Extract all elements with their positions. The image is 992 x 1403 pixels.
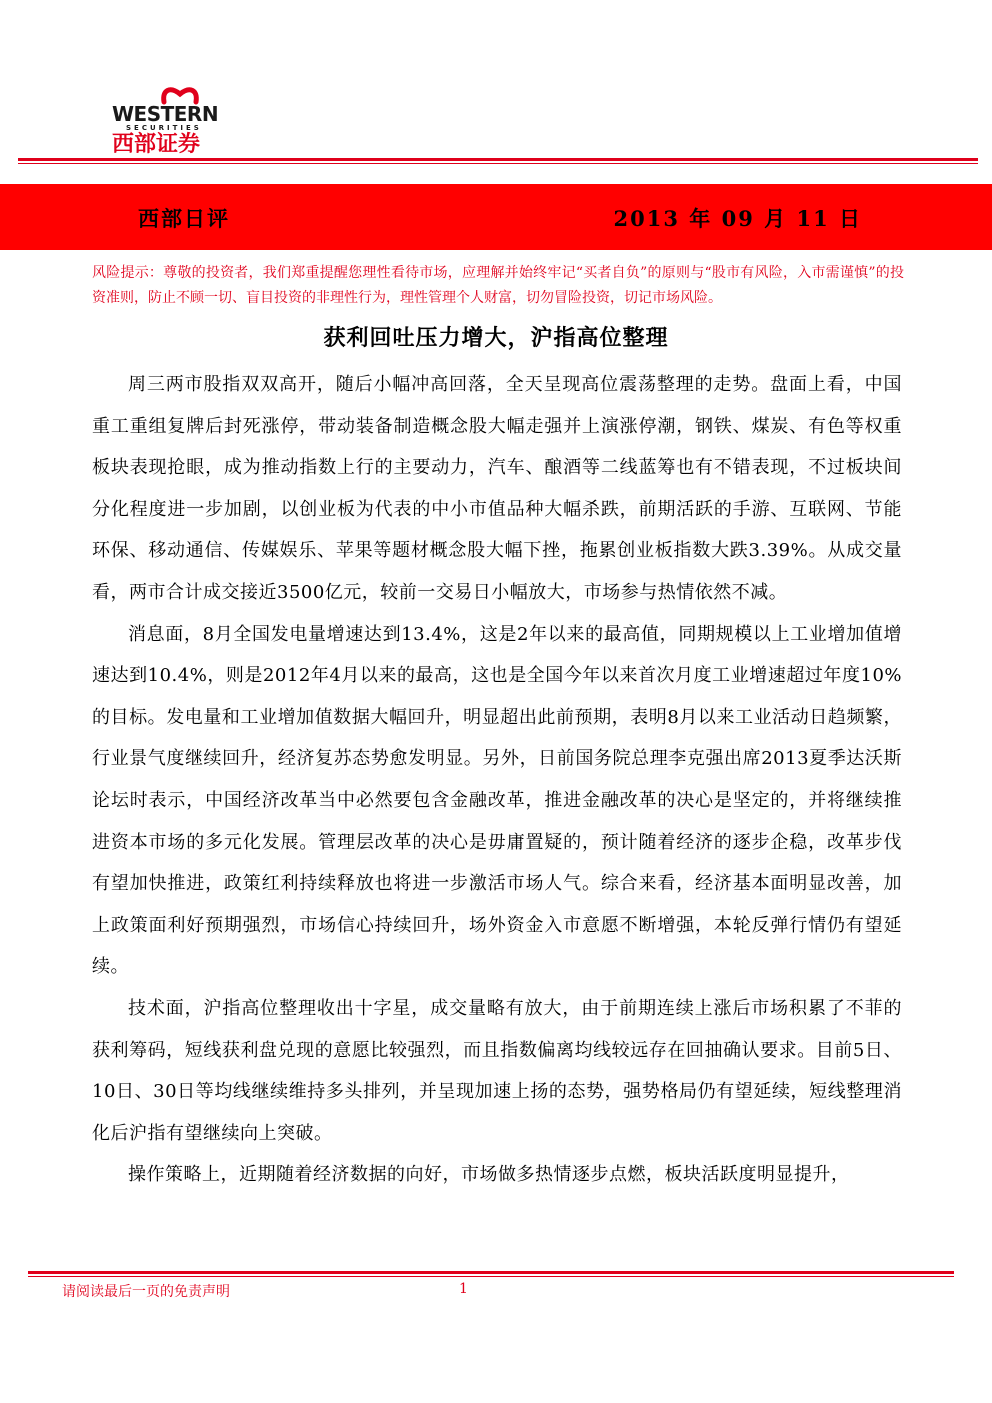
paragraph-market: 周三两市股指双双高开，随后小幅冲高回落，全天呈现高位震荡整理的走势。盘面上看，中国重工重组复牌后封死涨停，带动装备制造概念股大幅走强并上演涨停潮，钢铁、煤炭、有色等权重板块表现抢眼，成为推动指数上行的主要动力，汽车、酿酒等二线蓝筹也有不错表现，不过板块间分化程度进一步加剧，以创业板为代表的中小市值品种大幅杀跌，前期活跃的手游、互联网、节能环保、移动通信、传媒娱乐、苹果等题材概念股大幅下挫，拖累创业板指数大跌3.39%。从成交量看，两市合计成交接近3500亿元，较前一交易日小幅放大，市场参与热情依然不减。 <box>92 374 902 603</box>
paragraph-news: 消息面，8月全国发电量增速达到13.4%，这是2年以来的最高值，同期规模以上工业增加值增速达到10.4%，则是2012年4月以来的最高，这也是全国今年以来首次月度工业增速超过年度10%的目标。发电量和工业增加值数据大幅回升，明显超出此前预期，表明8月以来工业活动日趋频繁，行业景气度继续回升，经济复苏态势愈发明显。另外，日前国务院总理李克强出席2013夏季达沃斯论坛时表示，中国经济改革当中必然要包含金融改革，推进金融改革的决心是坚定的，并将继续推进资本市场的多元化发展。管理层改革的决心是毋庸置疑的，预计随着经济的逐步企稳，改革步伐有望加快推进，政策红利持续释放也将进一步激活市场人气。综合来看，经济基本面明显改善，加上政策面利好预期强烈，市场信心持续回升，场外资金入市意愿不断增强，本轮反弹行情仍有望延续。 <box>92 623 902 978</box>
article-body <box>92 364 902 1196</box>
report-name: 西部日评 <box>138 206 230 231</box>
logo-wordmark: WESTERN <box>112 102 219 126</box>
logo-subtext: SECURITIES <box>126 124 202 132</box>
paragraph-technical: 技术面，沪指高位整理收出十字星，成交量略有放大，由于前期连续上涨后市场积累了不菲的获利筹码，短线获利盘兑现的意愿比较强烈，而且指数偏离均线较远存在回抽确认要求。目前5日、10日、30日等均线继续维持多头排列，并呈现加速上扬的态势，强势格局仍有望延续，短线整理消化后沪指有望继续向上突破。 <box>92 997 902 1144</box>
header-rule-thin <box>18 163 978 164</box>
paragraph-strategy: 操作策略上，近期随着经济数据的向好，市场做多热情逐步点燃，板块活跃度明显提升， <box>128 1164 850 1186</box>
article-title: 获利回吐压力增大，沪指高位整理 <box>323 325 669 351</box>
disclaimer-note: 请阅读最后一页的免责声明 <box>62 1284 230 1300</box>
report-date: 2013 年 09 月 11 日 <box>613 206 862 231</box>
header-rule <box>18 158 978 161</box>
footer-rule-thin <box>28 1276 954 1277</box>
risk-notice: 风险提示：尊敬的投资者，我们郑重提醒您理性看待市场，应理解并始终牢记“买者自负”的原则与“股市有风险，入市需谨慎”的投资准则，防止不顾一切、盲目投资的非理性行为，理性管理个人财富，切勿冒险投资，切记市场风险。 <box>92 265 904 306</box>
footer-rule <box>28 1271 954 1274</box>
western-securities-logo <box>112 84 242 154</box>
logo-chinese: 西部证券 <box>112 132 201 154</box>
report-banner <box>0 184 992 250</box>
page-number: 1 <box>459 1281 468 1297</box>
